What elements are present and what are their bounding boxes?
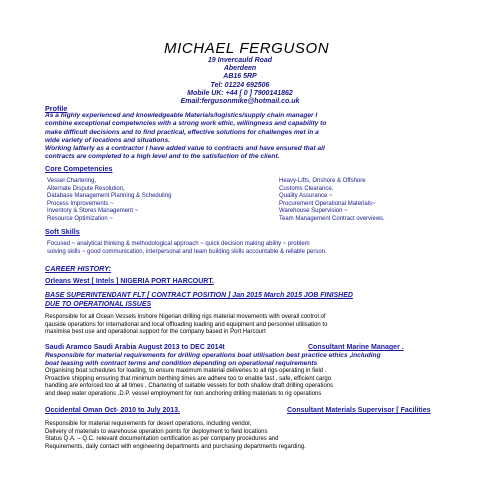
competency-item: Heavy-Lifts, Onshore & Offshore xyxy=(279,178,366,184)
profile-text xyxy=(45,112,326,162)
job3-description xyxy=(45,421,306,451)
job2-summary xyxy=(45,352,381,369)
profile-line: contracts are completed to a high level and to the satisfaction of the client. xyxy=(45,153,280,161)
role-line: DUE TO OPERATIONAL ISSUES xyxy=(45,300,152,308)
description-line: handling are enforced too at all times , Chartering of suitable vessels for both shallow draft drilling operations xyxy=(45,383,334,390)
profile-line: combine exceptional competencies with a strong work ethic, willingness and capability to xyxy=(45,120,327,128)
address-line: AB16 5RP xyxy=(223,73,257,81)
competency-item: Database Management Planning & Scheduling xyxy=(47,193,172,200)
profile-line: wide variety of locations and situations. xyxy=(45,136,170,144)
description-line: Status Q.A. – Q.C. relevant documentation certification as per company procedures and xyxy=(45,436,279,443)
profile-line: As a highly experienced and knowledgeable Materials/logistics/supply chain manager I xyxy=(45,112,318,119)
competency-item: Team Management Contract overviews. xyxy=(279,215,385,222)
soft-skills-text xyxy=(47,241,327,256)
competency-item: Resource Optimization ~ xyxy=(47,215,113,222)
competency-item: Inventory & Stores Management ~ xyxy=(47,208,139,215)
soft-skills-line: solving skills ~ good communication, interpersonal and team building skills accountable & reliable person. xyxy=(47,248,327,255)
email-line: Email:fergusonmike@hotmail.co.uk xyxy=(180,98,300,106)
competency-item: Warehouse Supervision ~ xyxy=(279,208,348,215)
mobile-line: Mobile UK: +44 [ 0 ] 7900141862 xyxy=(187,89,293,97)
description-line: Delivery of materials to warehouse operation points for deployment to field locations xyxy=(45,428,268,435)
candidate-name: MICHAEL FERGUSON xyxy=(164,40,330,57)
soft-skills-line: Focused ~ analytical thinking & methodological approach ~ quick decision making ability ~ problem xyxy=(47,241,310,247)
job3-title: Consultant Materials Supervisor [ Facilities xyxy=(287,407,431,414)
competency-item: Quality Assurance ~ xyxy=(279,193,333,200)
profile-heading: Profile xyxy=(45,104,68,113)
job2-description xyxy=(45,368,333,398)
profile-line: make difficult decisions and to find practical, effective solutions for challenges met in a xyxy=(45,128,319,136)
job3-employer: Occidental Oman Oct- 2010 to July 2013. xyxy=(45,407,180,414)
description-line: Responsible for all Ocean Vessels inshore Nigerian drilling rigs material movements with overall control of xyxy=(45,314,326,320)
description-line: Organising boat schedules for loading, to ensure maximum material deliveries to all rigs operating in field . xyxy=(45,368,327,374)
contact-block xyxy=(100,57,380,106)
soft-skills-heading: Soft Skills xyxy=(45,227,80,236)
role1-description xyxy=(45,314,327,337)
description-line: Responsible for material requirements for desert operations, including vendor, xyxy=(45,421,252,427)
summary-line: boat leasing with contract terms and condition depending on operational requirements xyxy=(45,360,318,368)
competency-item: Alternate Dispute Resolution, xyxy=(47,185,125,192)
competency-item: Customs Clearance, xyxy=(279,185,334,192)
job2-employer: Saudi Aramco Saudi Arabia August 2013 to DEC 2014t xyxy=(45,344,225,351)
core-competencies-left xyxy=(47,178,171,224)
description-line: Proactive shipping ensuring that minimum berthing times are adhere too to enable fast , safe, efficient cargo xyxy=(45,375,332,382)
address-line: 19 Invercauld Road xyxy=(207,57,273,64)
job2-title: Consultant Marine Manager . xyxy=(308,344,404,351)
description-line: and deep water operations ,D.P. vessel employment for non anchoring drilling materials to rig operations xyxy=(45,390,322,397)
phone-line: Tel: 01224 692506 xyxy=(210,81,270,89)
core-competencies-right xyxy=(279,178,385,224)
core-competencies-heading: Core Competencies xyxy=(45,164,113,173)
role-base-superintendant xyxy=(45,292,353,309)
career-history-heading: CAREER HISTORY: xyxy=(45,264,112,273)
address-line: Aberdeen xyxy=(223,65,257,73)
description-line: maximise best use and operational support for the company based in Port Harcourt xyxy=(45,329,266,336)
competency-item: Process Improvements ~ xyxy=(47,200,114,207)
summary-line: Responsible for material requirements for drilling operations boat utilisation best practice ethics ,including xyxy=(45,352,381,359)
profile-line: Working latterly as a contractor I have added value to contracts and have ensured that all xyxy=(45,145,325,153)
role-line: BASE SUPERINTENDANT FLT [ CONTRACT POSITION ] Jan 2015 March 2015 JOB FINISHED xyxy=(45,292,353,299)
competency-item: Vessel Chartering, xyxy=(47,178,97,184)
description-line: Requirements, daily contact with engineering departments and purchasing departments regarding. xyxy=(45,443,306,450)
competency-item: Procurement Operational Materials~ xyxy=(279,200,376,207)
employer-orleans-west: Orleans West [ Intels ] NIGERIA PORT HARCOURT. xyxy=(45,278,214,285)
description-line: qauside operations for international and local offloading loading and equipment and personnel utilisation to xyxy=(45,321,328,328)
